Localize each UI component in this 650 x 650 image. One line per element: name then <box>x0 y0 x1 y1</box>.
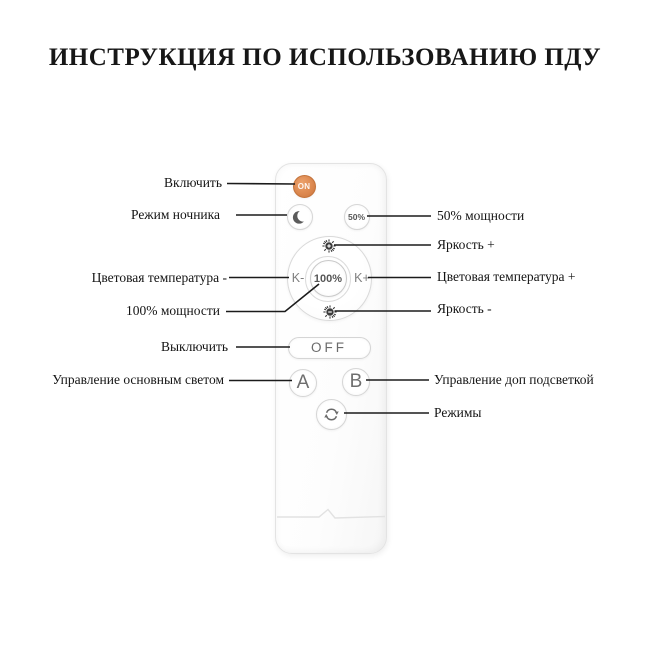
battery-cover-notch <box>276 507 386 523</box>
label-brightness-down: Яркость - <box>437 301 492 316</box>
label-full-power: 100% мощности <box>126 303 220 318</box>
page-title: ИНСТРУКЦИЯ ПО ИСПОЛЬЗОВАНИЮ ПДУ <box>48 44 602 71</box>
refresh-icon <box>321 404 342 425</box>
color-temp-minus-key[interactable]: K- <box>291 271 305 285</box>
label-power-off: Выключить <box>160 339 228 354</box>
label-brightness-up: Яркость + <box>437 237 495 252</box>
on-button[interactable]: ON <box>293 175 316 198</box>
off-button[interactable]: OFF <box>288 337 371 359</box>
sun-plus-icon[interactable] <box>322 239 336 253</box>
label-modes: Режимы <box>434 405 482 420</box>
remote-body <box>275 163 387 554</box>
label-power-on: Включить <box>164 175 222 190</box>
button-b[interactable]: B <box>342 368 370 396</box>
label-half-power: 50% мощности <box>437 208 525 223</box>
moon-icon <box>289 206 311 228</box>
label-color-temp-plus: Цветовая температура + <box>437 269 576 284</box>
color-temp-plus-key[interactable]: K+ <box>354 271 370 285</box>
sun-minus-icon[interactable] <box>323 305 337 319</box>
half-power-button[interactable]: 50% <box>344 204 370 230</box>
label-night-mode: Режим ночника <box>130 207 220 222</box>
modes-button[interactable] <box>316 399 347 430</box>
label-aux-light-control: Управление доп подсветкой <box>434 372 594 387</box>
label-color-temp-minus: Цветовая температура - <box>91 270 227 285</box>
label-main-light-control: Управление основным светом <box>52 372 224 387</box>
button-a[interactable]: A <box>289 369 317 397</box>
night-mode-button[interactable] <box>287 204 313 230</box>
full-power-button[interactable]: 100% <box>310 260 347 297</box>
